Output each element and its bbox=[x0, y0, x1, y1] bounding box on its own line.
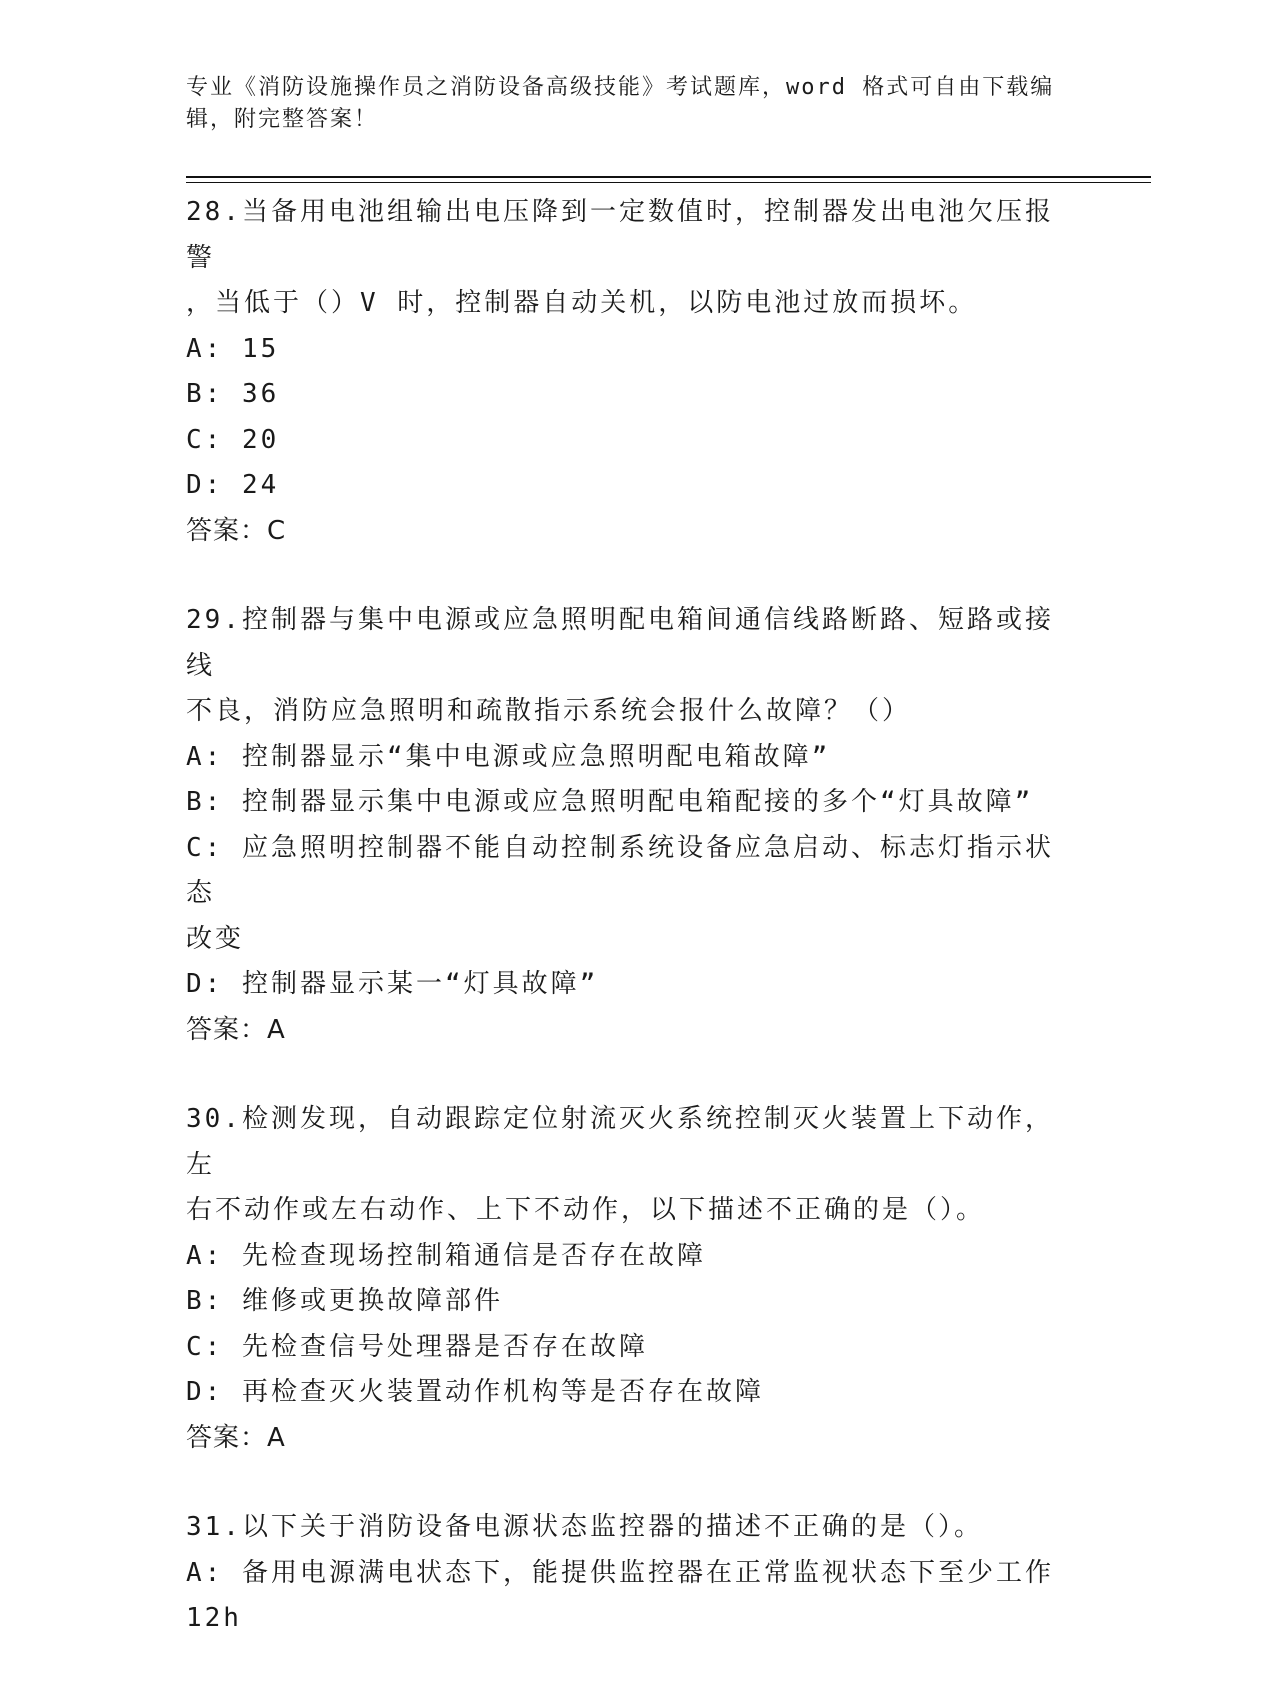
answer-line: 答案：C bbox=[186, 515, 287, 546]
header-divider-thin bbox=[186, 182, 1151, 183]
option-b: B: 维修或更换故障部件 bbox=[186, 1286, 503, 1316]
option-a-continuation: 12h bbox=[186, 1603, 242, 1633]
document-header bbox=[186, 72, 1066, 136]
option-d: D: 控制器显示某一“灯具故障” bbox=[186, 969, 599, 999]
option-b: B: 36 bbox=[186, 379, 280, 409]
option-a: A: 先检查现场控制箱通信是否存在故障 bbox=[186, 1240, 706, 1271]
answer-line: 答案：A bbox=[186, 1422, 286, 1453]
option-c: C: 20 bbox=[186, 424, 280, 455]
question-text-line: 右不动作或左右动作、上下不动作，以下描述不正确的是（）。 bbox=[186, 1195, 986, 1225]
option-a: A: 控制器显示“集中电源或应急照明配电箱故障” bbox=[186, 741, 831, 772]
option-a: A: 15 bbox=[186, 333, 280, 364]
answer-line: 答案：A bbox=[186, 1014, 286, 1045]
question-text-line: 28.当备用电池组输出电压降到一定数值时，控制器发出电池欠压报警 bbox=[186, 197, 1054, 273]
option-d: D: 24 bbox=[186, 470, 280, 500]
header-divider-thick bbox=[186, 176, 1151, 178]
question-28 bbox=[186, 190, 1076, 554]
header-line-1: 专业《消防设施操作员之消防设备高级技能》考试题库，word 格式可自由下载编 bbox=[186, 75, 1055, 100]
option-c: C: 应急照明控制器不能自动控制系统设备应急启动、标志灯指示状态 bbox=[186, 832, 1054, 908]
question-29 bbox=[186, 598, 1076, 1053]
question-text-line: 29.控制器与集中电源或应急照明配电箱间通信线路断路、短路或接线 bbox=[186, 605, 1054, 681]
question-30 bbox=[186, 1097, 1076, 1461]
header-line-2: 辑，附完整答案！ bbox=[186, 107, 379, 132]
question-text-line: 30.检测发现，自动跟踪定位射流灭火系统控制灭火装置上下动作，左 bbox=[186, 1104, 1054, 1180]
question-text-line: 31.以下关于消防设备电源状态监控器的描述不正确的是（）。 bbox=[186, 1512, 983, 1542]
option-b: B: 控制器显示集中电源或应急照明配电箱配接的多个“灯具故障” bbox=[186, 787, 1034, 817]
question-list bbox=[186, 190, 1076, 1686]
question-text-line: 不良，消防应急照明和疏散指示系统会报什么故障？（） bbox=[186, 696, 912, 726]
option-c: C: 先检查信号处理器是否存在故障 bbox=[186, 1331, 648, 1362]
option-c-continuation: 改变 bbox=[186, 923, 245, 954]
option-d: D: 再检查灭火装置动作机构等是否存在故障 bbox=[186, 1377, 764, 1407]
question-text-line: ，当低于（）V 时，控制器自动关机，以防电池过放而损坏。 bbox=[186, 288, 978, 318]
option-a: A: 备用电源满电状态下，能提供监控器在正常监视状态下至少工作 bbox=[186, 1557, 1054, 1588]
question-31 bbox=[186, 1505, 1076, 1642]
